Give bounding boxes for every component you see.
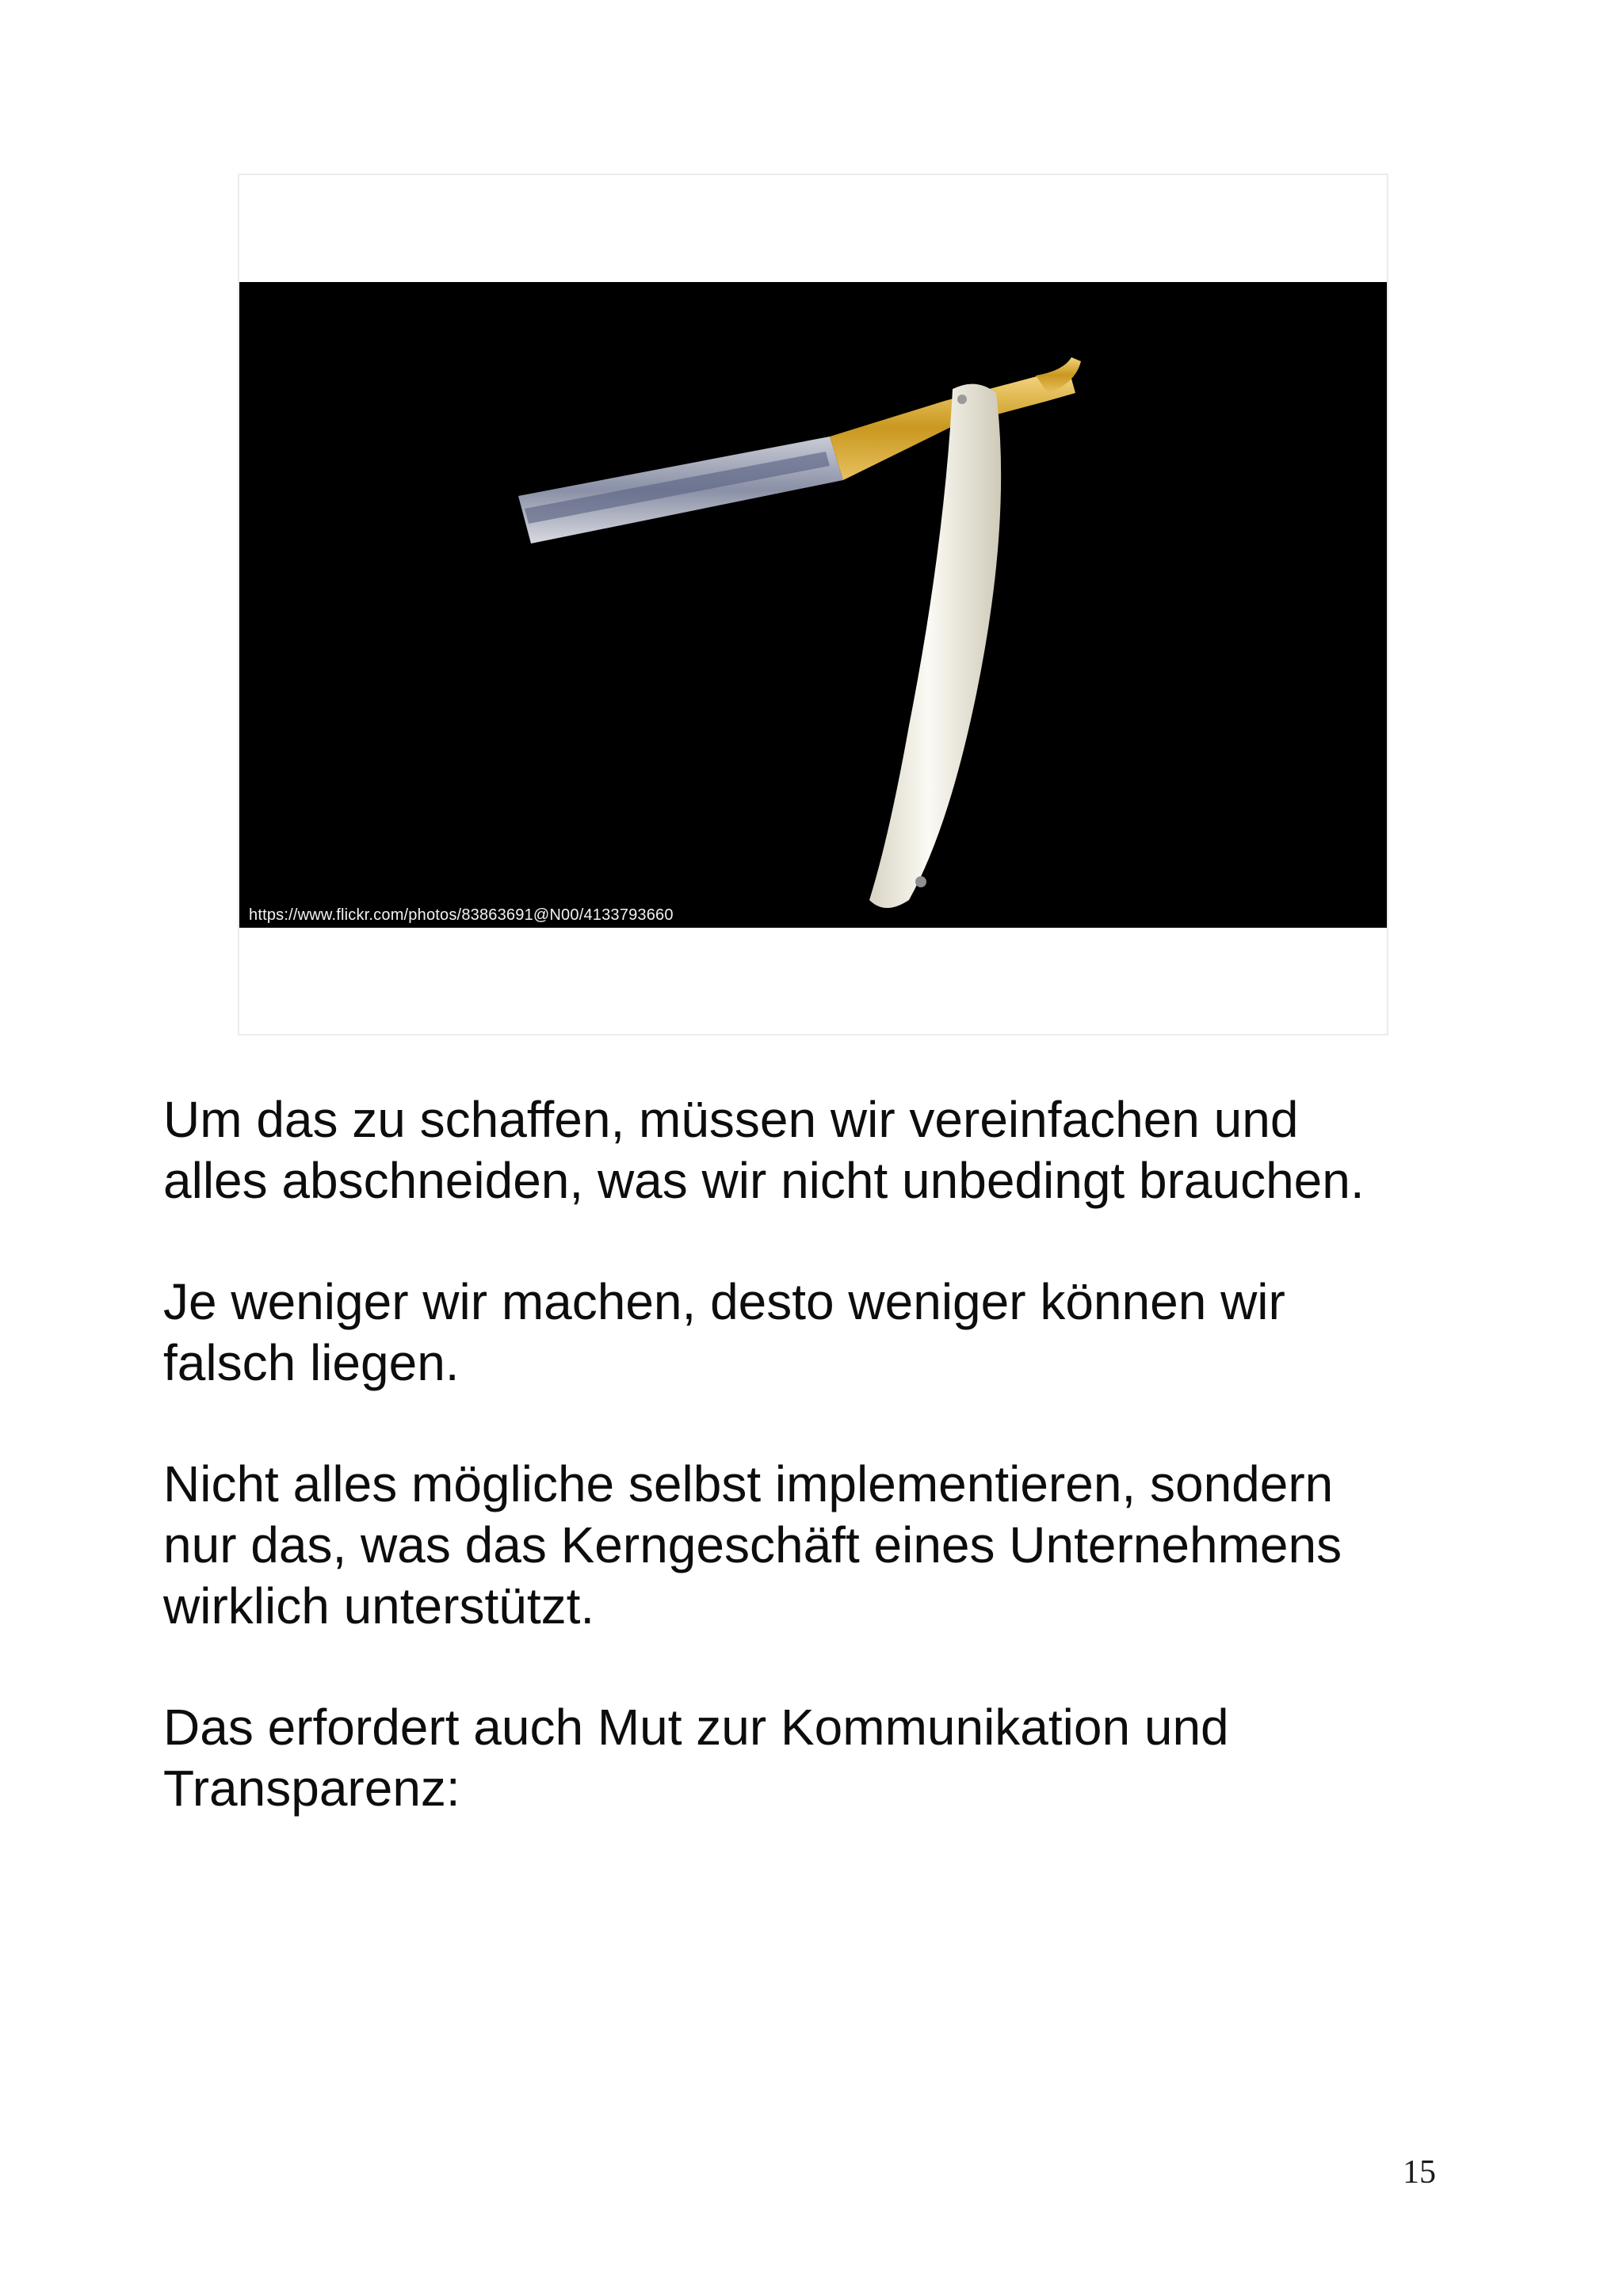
page-number: 15 xyxy=(1403,2154,1436,2191)
photo-credit[interactable]: https://www.flickr.com/photos/83863691@N00/4133793660 xyxy=(249,906,674,924)
paragraph-less-is-more: Je weniger wir machen, desto weniger können wir falsch liegen. xyxy=(163,1273,1285,1391)
straight-razor-photo xyxy=(239,282,1387,928)
slide-frame xyxy=(238,174,1388,1035)
straight-razor-icon xyxy=(239,282,1387,928)
paragraph-courage: Das erfordert auch Mut zur Kommunikation und Transparenz: xyxy=(163,1699,1229,1817)
paragraph-simplify: Um das zu schaffen, müssen wir vereinfachen und alles abschneiden, was wir nicht unbedingt brauchen. xyxy=(163,1091,1365,1209)
text-body xyxy=(163,1089,1510,1879)
paragraph-core-business: Nicht alles mögliche selbst implementieren, sondern nur das, was das Kerngeschäft eines Unternehmens wirklich unterstützt. xyxy=(163,1455,1342,1634)
